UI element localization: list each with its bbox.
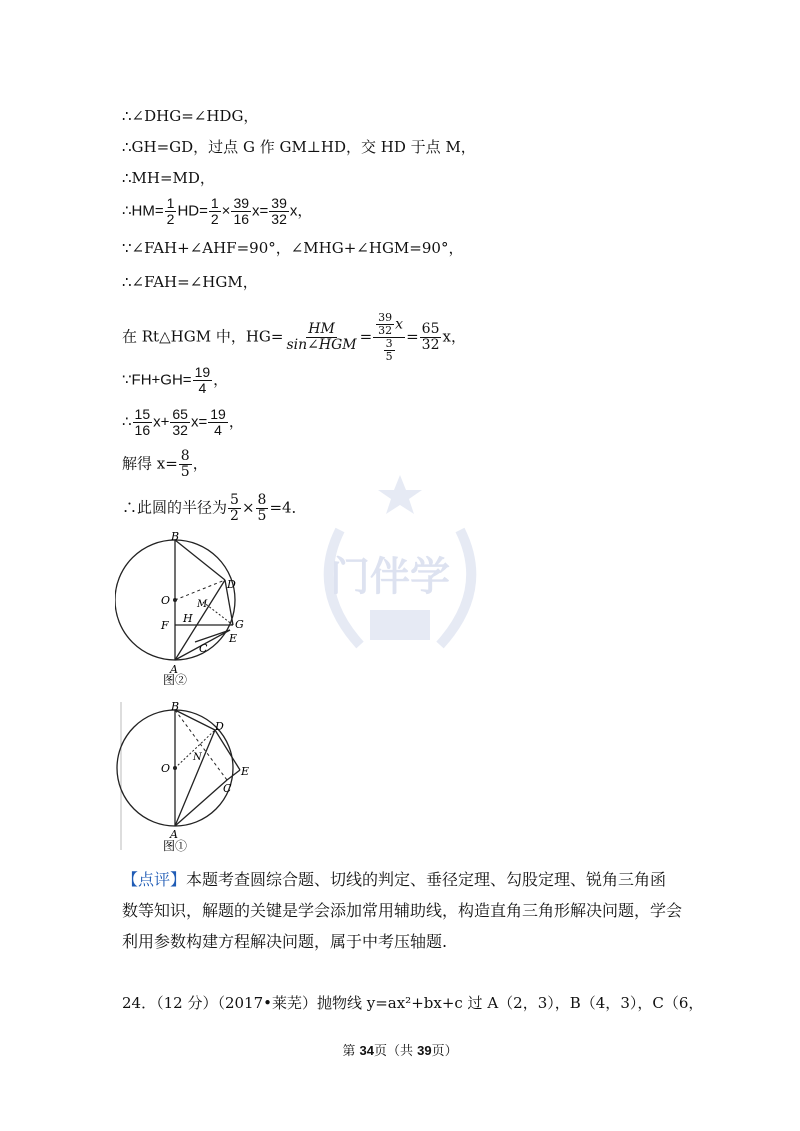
fig2-label-f: F [161,619,169,632]
question-24: 24．（12 分）（2017•莱芜）抛物线 y=ax²+bx+c 过 A（2，3），B（4，3），C（6， [122,994,704,1012]
watermark-wreath-icon [300,470,500,670]
fig2-label-o: O [161,594,171,607]
fig2-label-m: M [197,599,208,610]
fig1-caption: 图① [163,839,188,852]
comment-paragraph [122,864,682,957]
fraction: $\frac{8}{5}$ [257,492,267,524]
fig2-label-c: C [199,642,208,655]
line-5: ∵∠FAH+∠AHF=90°，∠MHG+∠HGM=90°， [122,239,464,257]
line-11: ∴此圆的半径为 $\frac{5}{2}$ × $\frac{8}{5}$ =4． [122,492,307,524]
fraction: $\frac{65}{32}$ [172,406,188,438]
line-10: 解得 x= $\frac{8}{5}$ ， [122,448,208,480]
fig2-label-h: H [183,612,193,625]
fig2-label-e: E [229,632,238,645]
figure-1 [115,700,265,852]
fig2-label-d: D [227,578,236,591]
comment-tag: 【点评】 [122,870,187,889]
fig2-label-a: A [170,663,178,676]
page-total: 39 [417,1043,432,1058]
line-9: ∴ $\frac{15}{16}$ x+ $\frac{65}{32}$ x= $\frac{19}{4}$ ， [122,406,244,438]
fig1-label-c: C [223,782,232,795]
fig1-label-a: A [170,828,178,841]
fraction: $\frac{39}{16}$ [233,195,250,227]
fraction: $\frac{15}{16}$ [134,406,151,438]
fraction: $\frac{1}{2}$ [210,195,219,227]
line-7: 在 Rt△HGM 中，HG= $\frac{HM}{\text{sin∠HGM}}$ = $\frac{39}{32}$ x $\frac{3}{5}$ = $\frac{65}{32}$ x， [122,311,466,363]
line-4: ∴HM= $\frac{1}{2}$ HD= $\frac{1}{2}$ × $\frac{39}{16}$ x= $\frac{39}{32}$ x， [122,195,313,227]
fraction: $\frac{8}{5}$ [180,448,190,480]
fig1-label-n: N [193,752,202,763]
fig2-caption: 图② [163,673,188,685]
line-2: ∴GH=GD，过点 G 作 GM⊥HD，交 HD 于点 M， [122,138,476,156]
fig2-label-b: B [171,530,180,543]
compound-fraction: $\frac{39}{32}$ x $\frac{3}{5}$ [373,312,405,363]
fig1-label-e: E [241,765,250,778]
fig1-label-d: D [215,720,224,733]
watermark [300,470,500,670]
fraction: $\frac{19}{4}$ [194,364,211,396]
line-1: ∴∠DHG=∠HDG， [122,107,259,125]
line-8: ∵FH+GH= $\frac{19}{4}$ ， [122,364,229,396]
watermark-text: 门伴学 [330,554,450,600]
page-number: 34 [359,1043,374,1058]
fraction: $\frac{HM}{\text{sin∠HGM}}$ [286,321,357,353]
fig1-label-o: O [161,762,171,775]
fraction: $\frac{65}{32}$ [421,321,440,353]
fraction: $\frac{19}{4}$ [210,406,226,438]
fraction: $\frac{1}{2}$ [166,195,175,227]
figure-2 [115,530,265,685]
fraction: $\frac{5}{2}$ [230,492,239,524]
fraction: $\frac{39}{32}$ [271,195,287,227]
line-6: ∴∠FAH=∠HGM， [122,273,258,291]
line-3: ∴MH=MD， [122,169,215,187]
comment-text: 本题考查圆综合题、切线的判定、垂径定理、勾股定理、锐角三角函数等知识，解题的关键是学会添加常用辅助线，构造直角三角形解决问题，学会利用参数构建方程解决问题，属于中考压轴题. [122,870,683,951]
fig1-label-b: B [171,700,180,713]
fig2-label-g: G [235,618,244,631]
page-footer: 第 34页（共 39页） [342,1043,458,1059]
